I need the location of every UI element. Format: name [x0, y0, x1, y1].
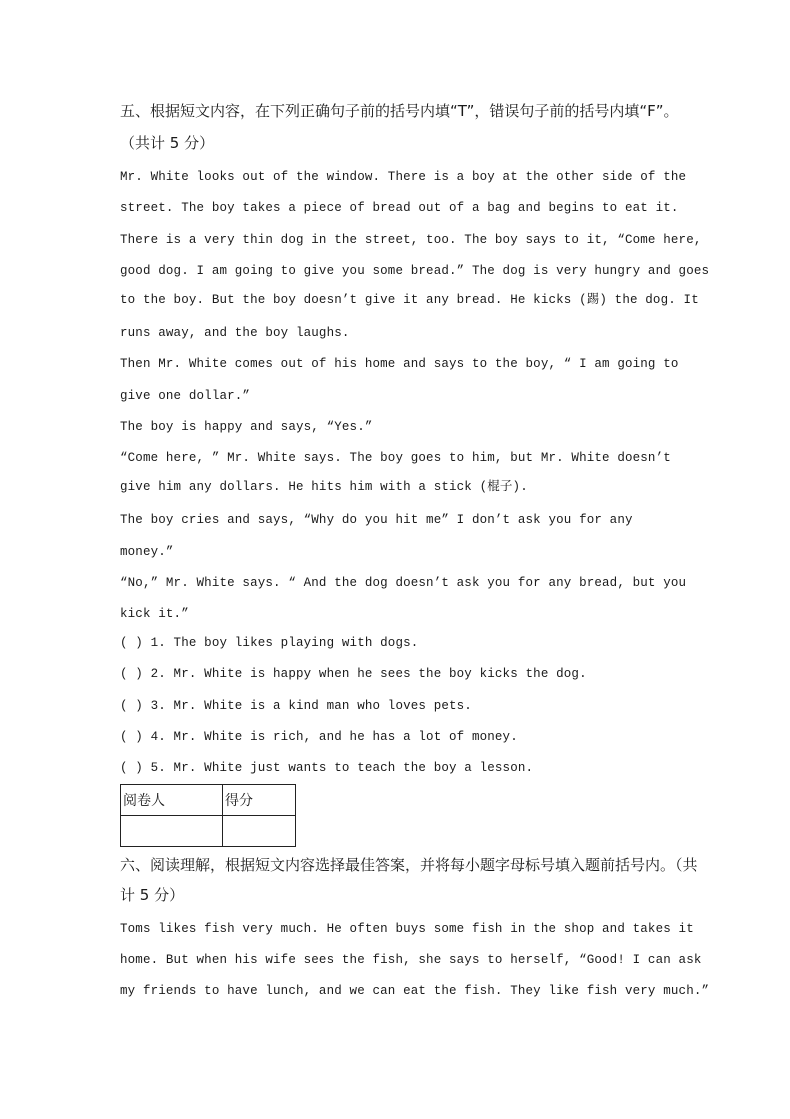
question-1: ( ) 1. The boy likes playing with dogs.: [120, 636, 419, 650]
passage-line: “Come here, ” Mr. White says. The boy goes to him, but Mr. White doesn’t: [120, 451, 671, 465]
section-6-heading: 六、阅读理解，根据短文内容选择最佳答案，并将每小题字母标号填入题前括号内。（共: [120, 856, 698, 874]
score-table: [120, 784, 296, 847]
passage-line: home. But when his wife sees the fish, she says to herself, “Good! I can ask: [120, 953, 702, 967]
question-4: ( ) 4. Mr. White is rich, and he has a lot of money.: [120, 730, 518, 744]
passage-line: runs away, and the boy laughs.: [120, 326, 350, 340]
passage-line: to the boy. But the boy doesn’t give it any bread. He kicks (踢) the dog. It: [120, 293, 699, 307]
passage-line: give him any dollars. He hits him with a stick (棍子).: [120, 480, 528, 494]
grader-label: 阅卷人: [121, 785, 223, 816]
grader-cell: [121, 816, 223, 847]
passage-line: The boy is happy and says, “Yes.”: [120, 420, 373, 434]
section-5-heading: 五、根据短文内容，在下列正确句子前的括号内填“T”，错误句子前的括号内填“F”。: [120, 102, 679, 120]
passage-line: my friends to have lunch, and we can eat the fish. They like fish very much.”: [120, 984, 710, 998]
question-2: ( ) 2. Mr. White is happy when he sees the boy kicks the dog.: [120, 667, 587, 681]
question-3: ( ) 3. Mr. White is a kind man who loves pets.: [120, 699, 472, 713]
section-6-heading-cont: 计 5 分）: [120, 886, 185, 904]
passage-line: money.”: [120, 545, 174, 559]
score-label: 得分: [223, 785, 296, 816]
passage-line: “No,” Mr. White says. “ And the dog doesn’t ask you for any bread, but you: [120, 576, 687, 590]
passage-line: The boy cries and says, “Why do you hit me” I don’t ask you for any: [120, 513, 633, 527]
passage-line: good dog. I am going to give you some bread.” The dog is very hungry and goes: [120, 264, 710, 278]
section-5-score-note: （共计 5 分）: [120, 134, 215, 152]
score-cell: [223, 816, 296, 847]
passage-line: street. The boy takes a piece of bread out of a bag and begins to eat it.: [120, 201, 679, 215]
passage-line: kick it.”: [120, 607, 189, 621]
passage-line: Mr. White looks out of the window. There is a boy at the other side of the: [120, 170, 687, 184]
passage-line: There is a very thin dog in the street, too. The boy says to it, “Come here,: [120, 233, 702, 247]
question-5: ( ) 5. Mr. White just wants to teach the boy a lesson.: [120, 761, 534, 775]
passage-line: Toms likes fish very much. He often buys some fish in the shop and takes it: [120, 922, 694, 936]
passage-line: Then Mr. White comes out of his home and says to the boy, “ I am going to: [120, 357, 679, 371]
passage-line: give one dollar.”: [120, 389, 251, 403]
